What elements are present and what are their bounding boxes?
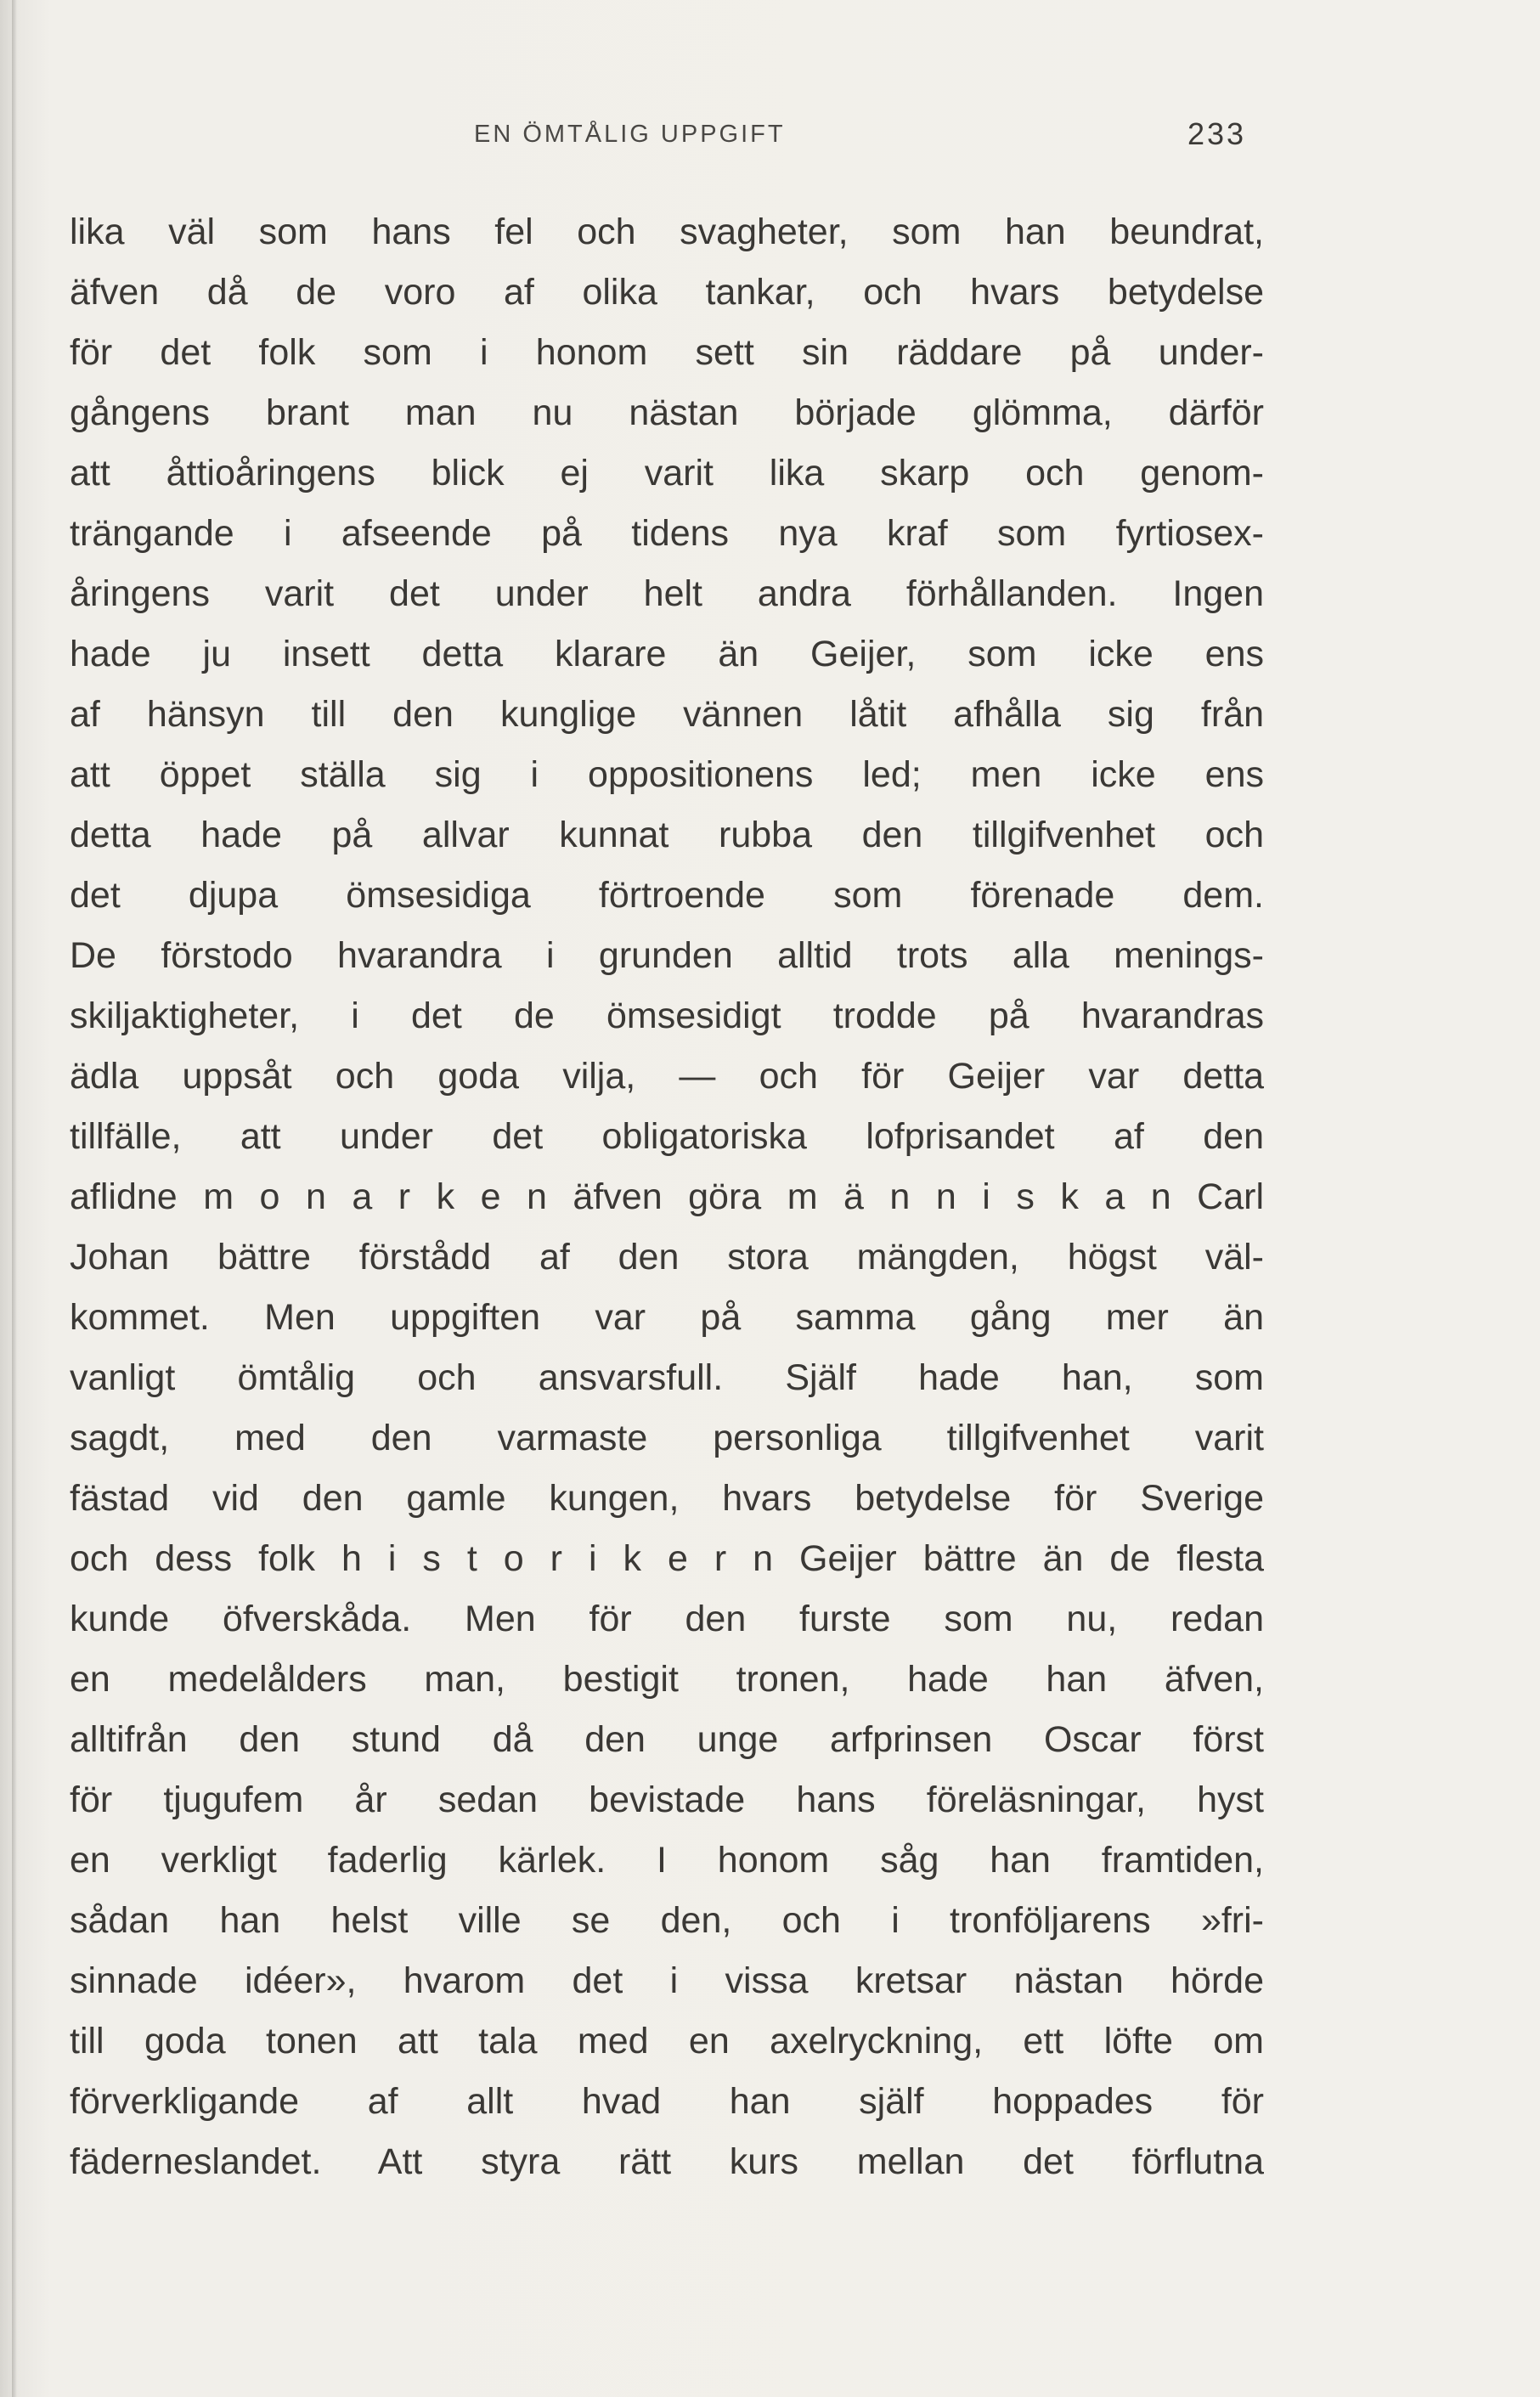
running-title: EN ÖMTÅLIG UPPGIFT xyxy=(474,121,786,148)
text-line: förverkligande af allt hvad han själf hoppades för xyxy=(70,2081,1264,2122)
body-text xyxy=(70,202,1264,2192)
text-line: trängande i afseende på tidens nya kraf som fyrtiosex- xyxy=(70,513,1264,554)
text-line: sinnade idéer», hvarom det i vissa kretsar nästan hörde xyxy=(70,1960,1264,2001)
page-number: 233 xyxy=(1187,116,1247,151)
text-line: lika väl som hans fel och svagheter, som han beundrat, xyxy=(70,212,1264,252)
text-line: sådan han helst ville se den, och i tronföljarens »fri- xyxy=(70,1900,1264,1941)
text-line: äfven då de voro af olika tankar, och hvars betydelse xyxy=(70,272,1264,313)
text-line: alltifrån den stund då den unge arfprinsen Oscar först xyxy=(70,1719,1264,1760)
text-line: en medelålders man, bestigit tronen, hade han äfven, xyxy=(70,1659,1264,1700)
text-line: ädla uppsåt och goda vilja, — och för Geijer var detta xyxy=(70,1056,1264,1097)
text-line: sagdt, med den varmaste personliga tillgifvenhet varit xyxy=(70,1418,1264,1458)
page-binding-shadow xyxy=(12,0,17,2397)
text-line: en verkligt faderlig kärlek. I honom såg han framtiden, xyxy=(70,1840,1264,1881)
text-line: för det folk som i honom sett sin räddare på under- xyxy=(70,332,1264,373)
text-line: för tjugufem år sedan bevistade hans föreläsningar, hyst xyxy=(70,1779,1264,1820)
text-line: gångens brant man nu nästan började glömma, därför xyxy=(70,392,1264,433)
text-line: hade ju insett detta klarare än Geijer, som icke ens xyxy=(70,634,1264,674)
text-line: och dess folk h i s t o r i k e r n Geijer bättre än de flesta xyxy=(70,1538,1264,1579)
running-head xyxy=(0,116,1540,155)
text-line: De förstodo hvarandra i grunden alltid trots alla menings- xyxy=(70,935,1264,976)
text-line: Johan bättre förstådd af den stora mängden, högst väl- xyxy=(70,1237,1264,1277)
text-line: aflidne m o n a r k e n äfven göra m ä n n i s k a n Carl xyxy=(70,1176,1264,1217)
text-line: skiljaktigheter, i det de ömsesidigt trodde på hvarandras xyxy=(70,995,1264,1036)
text-line: till goda tonen att tala med en axelryckning, ett löfte om xyxy=(70,2021,1264,2061)
text-line: kommet. Men uppgiften var på samma gång mer än xyxy=(70,1297,1264,1338)
text-line: detta hade på allvar kunnat rubba den tillgifvenhet och xyxy=(70,815,1264,855)
text-line: tillfälle, att under det obligatoriska lofprisandet af den xyxy=(70,1116,1264,1157)
text-line: af hänsyn till den kunglige vännen låtit afhålla sig från xyxy=(70,694,1264,735)
text-line: det djupa ömsesidiga förtroende som förenade dem. xyxy=(70,875,1264,916)
text-line: att öppet ställa sig i oppositionens led; men icke ens xyxy=(70,754,1264,795)
text-line: kunde öfverskåda. Men för den furste som nu, redan xyxy=(70,1599,1264,1639)
text-line: fästad vid den gamle kungen, hvars betydelse för Sverige xyxy=(70,1478,1264,1519)
text-line: fäderneslandet. Att styra rätt kurs mellan det förflutna xyxy=(70,2141,1264,2182)
text-line: att åttioåringens blick ej varit lika skarp och genom- xyxy=(70,453,1264,494)
text-line: vanligt ömtålig och ansvarsfull. Själf hade han, som xyxy=(70,1357,1264,1398)
text-line: åringens varit det under helt andra förhållanden. Ingen xyxy=(70,573,1264,614)
